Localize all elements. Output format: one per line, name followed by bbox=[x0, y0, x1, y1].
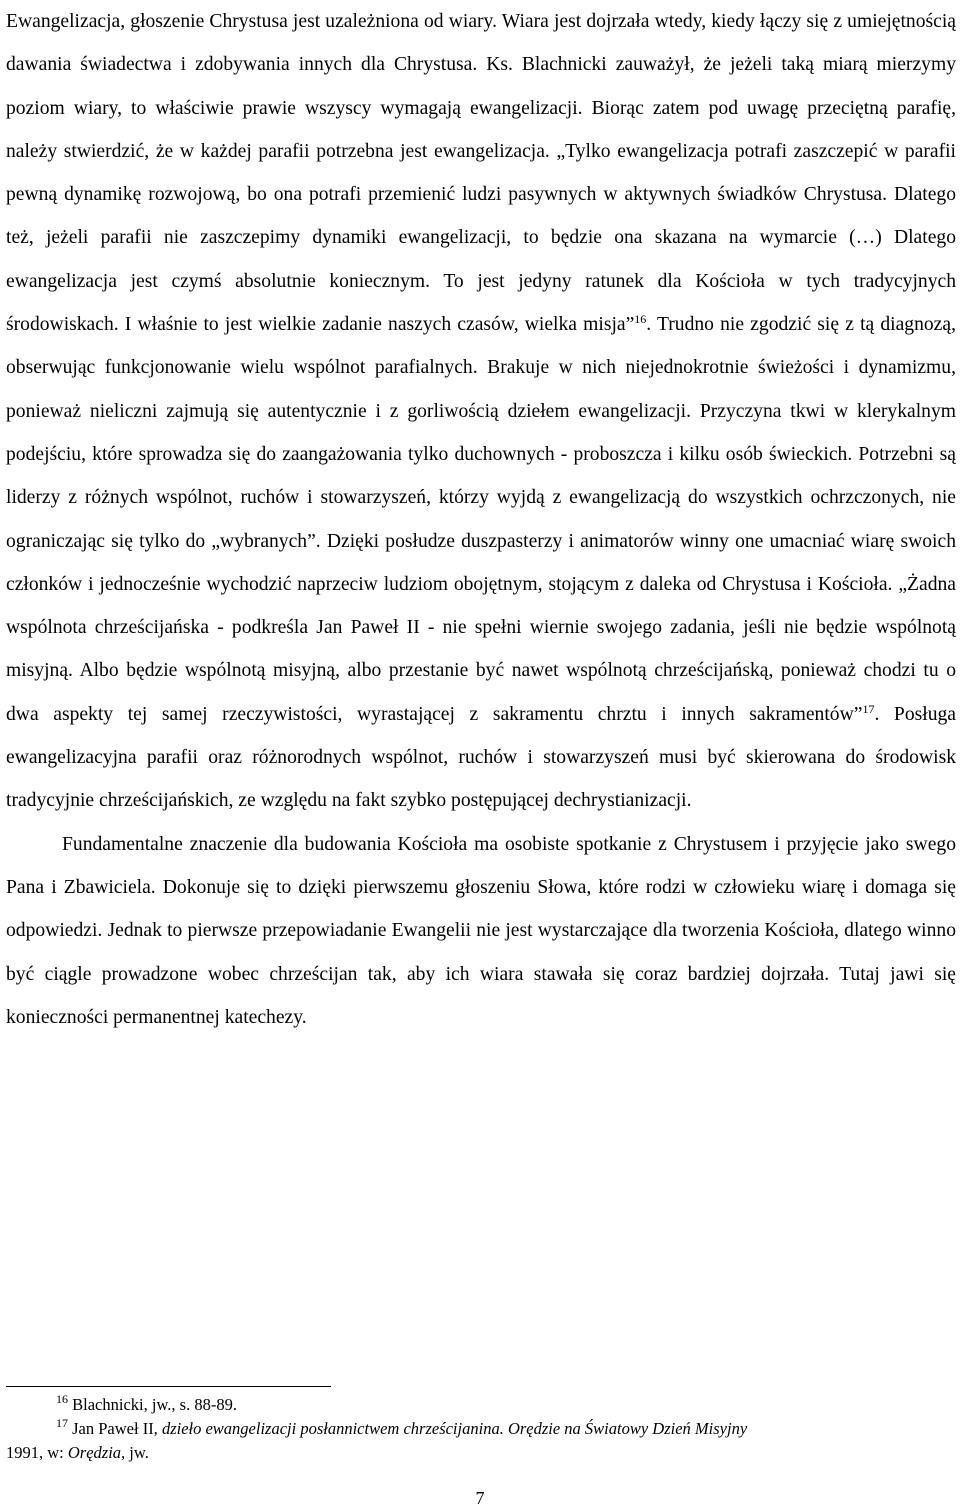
footnote-text: 1991, w: bbox=[6, 1443, 68, 1462]
footnote-source: Orędzia, bbox=[67, 1443, 126, 1462]
footnote-text: Jan Paweł II, bbox=[68, 1419, 162, 1438]
body-paragraph-1 bbox=[6, 0, 956, 823]
footnote-16 bbox=[6, 1393, 956, 1417]
paragraph-text-end: . Posługa ewangelizacyjna parafii oraz różnorodnych wspólnot, ruchów i stowarzyszeń musi być skierowana do środowisk tradycyjnie chrześcijańskich, ze względu na fakt szybko postępującej dechrystianizacji. bbox=[6, 703, 956, 812]
body-paragraph-2: Fundamentalne znaczenie dla budowania Kościoła ma osobiste spotkanie z Chrystusem i przyjęcie jako swego Pana i Zbawiciela. Dokonuje się to dzięki pierwszemu głoszeniu Słowa, które rodzi w człowieku wiarę i domaga się odpowiedzi. Jednak to pierwsze przepowiadanie Ewangelii nie jest wystarczające dla tworzenia Kościoła, dlatego winno być ciągle prowadzone wobec chrześcijan tak, aby ich wiara stawała się coraz bardziej dojrzała. Tutaj jawi się konieczności permanentnej katechezy. bbox=[6, 833, 956, 1028]
footnote-17 bbox=[6, 1417, 956, 1465]
page-number: 7 bbox=[475, 1488, 485, 1508]
paragraph-text: Ewangelizacja, głoszenie Chrystusa jest uzależniona od wiary. Wiara jest dojrzała wtedy, kiedy łączy się z umiejętnością dawania świadectwa i zdobywania innych dla Chrystusa. Ks. Blachnicki zauważył, że jeżeli taką miarą mierzymy poziom wiary, to właściwie prawie wszyscy wymagają ewangelizacji. Biorąc zatem pod uwagę przeciętną parafię, należy stwierdzić, że w każdej parafii potrzebna jest ewangelizacja. „Tylko ewangelizacja potrafi zaszczepić w parafii pewną dynamikę rozwojową, bo ona potrafi przemienić ludzi pasywnych w aktywnych świadków Chrystusa. Dlatego też, jeżeli parafii nie zaszczepimy dynamiki ewangelizacji, to będzie ona skazana na wymarcie (…) Dlatego ewangelizacja jest czymś absolutnie koniecznym. To jest jedyny ratunek dla Kościoła w tych tradycyjnych środowiskach. I właśnie to jest wielkie zadanie naszych czasów, wielka misja” bbox=[6, 11, 956, 336]
footnote-text: Blachnicki, jw., s. 88-89. bbox=[68, 1395, 237, 1414]
footnote-separator bbox=[6, 1386, 331, 1387]
footnote-number: 17 bbox=[56, 1416, 68, 1430]
footnote-ref-16[interactable]: 16 bbox=[634, 312, 647, 327]
document-page bbox=[6, 0, 956, 1039]
paragraph-text-cont: . Trudno nie zgodzić się z tą diagnozą, obserwując funkcjonowanie wielu wspólnot parafialnych. Brakuje w nich niejednokrotnie świeżości i dynamizmu, ponieważ nieliczni zajmują się autentycznie i z gorliwością dziełem ewangelizacji. Przyczyna tkwi w klerykalnym podejściu, które sprowadza się do zaangażowania tylko duchownych - proboszcza i kilku osób świeckich. Potrzebni są liderzy z różnych wspólnot, ruchów i stowarzyszeń, którzy wyjdą z ewangelizacją do wszystkich ochrzczonych, nie ograniczając się tylko do „wybranych”. Dzięki posłudze duszpasterzy i animatorów winny one umacniać wiarę swoich członków i jednocześnie wychodzić naprzeciw ludziom obojętnym, stojącym z daleka od Chrystusa i Kościoła. „Żadna wspólnota chrześcijańska - podkreśla Jan Paweł II - nie spełni wiernie swojego zadania, jeśli nie będzie wspólnotą misyjną. Albo będzie wspólnotą misyjną, albo przestanie być nawet wspólnotą chrześcijańską, ponieważ chodzi tu o dwa aspekty tej samej rzeczywistości, wyrastającej z sakramentu chrztu i innych sakramentów” bbox=[6, 314, 956, 725]
footnote-number: 16 bbox=[56, 1392, 68, 1406]
footnote-ref-17[interactable]: 17 bbox=[862, 701, 875, 716]
footnotes-section bbox=[6, 1393, 956, 1465]
footnote-text: jw. bbox=[125, 1443, 149, 1462]
footnote-continuation bbox=[6, 1441, 956, 1465]
footnote-title: dzieło ewangelizacji posłannictwem chrześcijanina. Orędzie na Światowy Dzień Misyjny bbox=[161, 1419, 748, 1438]
